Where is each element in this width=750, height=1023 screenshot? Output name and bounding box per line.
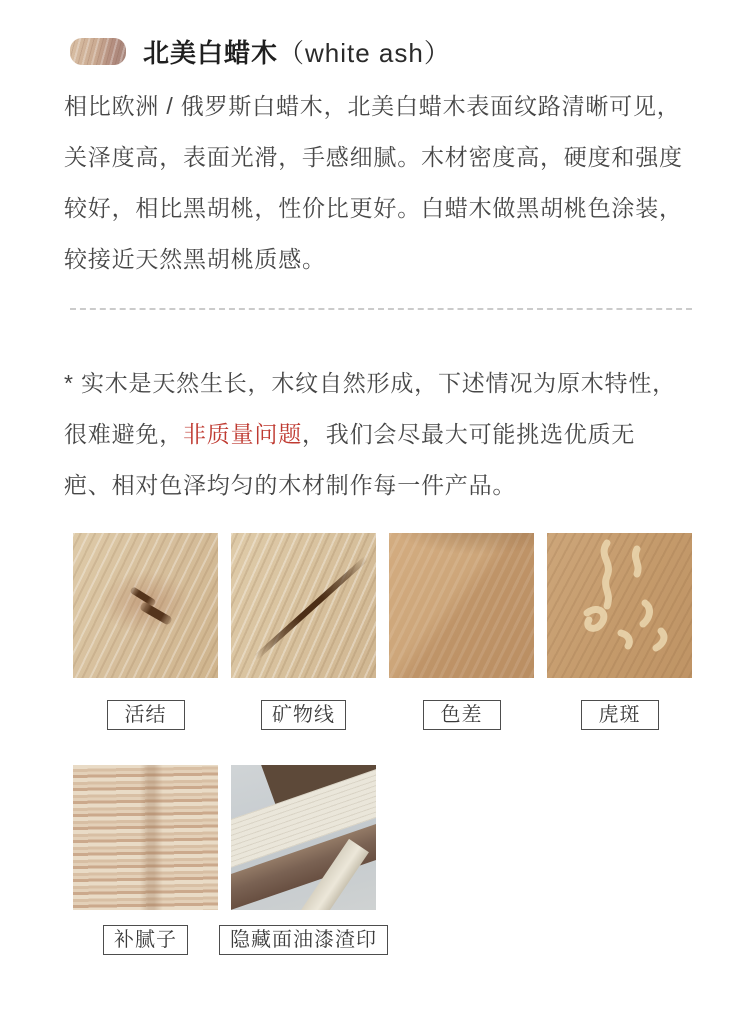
intro-line-2: 关泽度高，表面光滑，手感细腻。木材密度高，硬度和强度 bbox=[64, 144, 683, 170]
figure-live-knot bbox=[73, 533, 218, 730]
page-title bbox=[143, 33, 451, 70]
title-english: （white ash） bbox=[278, 38, 451, 68]
figure-tiger-stripe bbox=[547, 533, 692, 730]
wood-knot-photo bbox=[73, 533, 218, 678]
intro-line-1: 相比欧洲 / 俄罗斯白蜡木，北美白蜡木表面纹路清晰可见， bbox=[64, 93, 681, 119]
title-chinese: 北美白蜡木 bbox=[143, 38, 279, 68]
putty-fill-photo bbox=[73, 765, 218, 910]
hidden-face-paint-residue-photo bbox=[231, 765, 376, 910]
dashed-divider bbox=[70, 308, 692, 310]
intro-paragraph bbox=[64, 81, 724, 285]
figure-putty-fill bbox=[73, 765, 218, 955]
note-line-1: * 实木是天然生长，木纹自然形成，下述情况为原木特性， bbox=[64, 370, 676, 396]
note-line-2-suffix: ，我们会尽最大可能挑选优质无 bbox=[302, 421, 636, 447]
intro-line-3: 较好，相比黑胡桃，性价比更好。白蜡木做黑胡桃色涂装， bbox=[64, 195, 683, 221]
tiger-figure-marks-icon bbox=[547, 533, 692, 678]
mineral-line-photo bbox=[231, 533, 376, 678]
label-hidden-paint-residue: 隐藏面油漆渣印 bbox=[219, 925, 388, 955]
knot-mark-icon bbox=[139, 601, 173, 626]
color-difference-photo bbox=[389, 533, 534, 678]
label-mineral-line: 矿物线 bbox=[261, 700, 346, 730]
figure-hidden-paint-residue bbox=[231, 765, 376, 955]
note-line-3: 疤、相对色泽均匀的木材制作每一件产品。 bbox=[64, 472, 517, 498]
label-live-knot: 活结 bbox=[107, 700, 185, 730]
figure-color-difference bbox=[389, 533, 534, 730]
label-putty-fill: 补腻子 bbox=[103, 925, 188, 955]
mineral-streak-icon bbox=[253, 556, 368, 661]
label-tiger-stripe: 虎斑 bbox=[581, 700, 659, 730]
figure-mineral-line bbox=[231, 533, 376, 730]
note-line-2 bbox=[64, 409, 724, 460]
tiger-stripe-photo bbox=[547, 533, 692, 678]
gallery-row-1 bbox=[73, 533, 692, 730]
note-highlight-red: 非质量问题 bbox=[183, 421, 302, 447]
gallery-row-2 bbox=[73, 765, 376, 955]
note-line-2-prefix: 很难避免， bbox=[64, 421, 183, 447]
note-paragraph bbox=[64, 358, 724, 511]
section-header bbox=[70, 33, 451, 70]
label-color-difference: 色差 bbox=[423, 700, 501, 730]
wood-swatch-icon bbox=[70, 38, 126, 65]
intro-line-4: 较接近天然黑胡桃质感。 bbox=[64, 246, 326, 272]
